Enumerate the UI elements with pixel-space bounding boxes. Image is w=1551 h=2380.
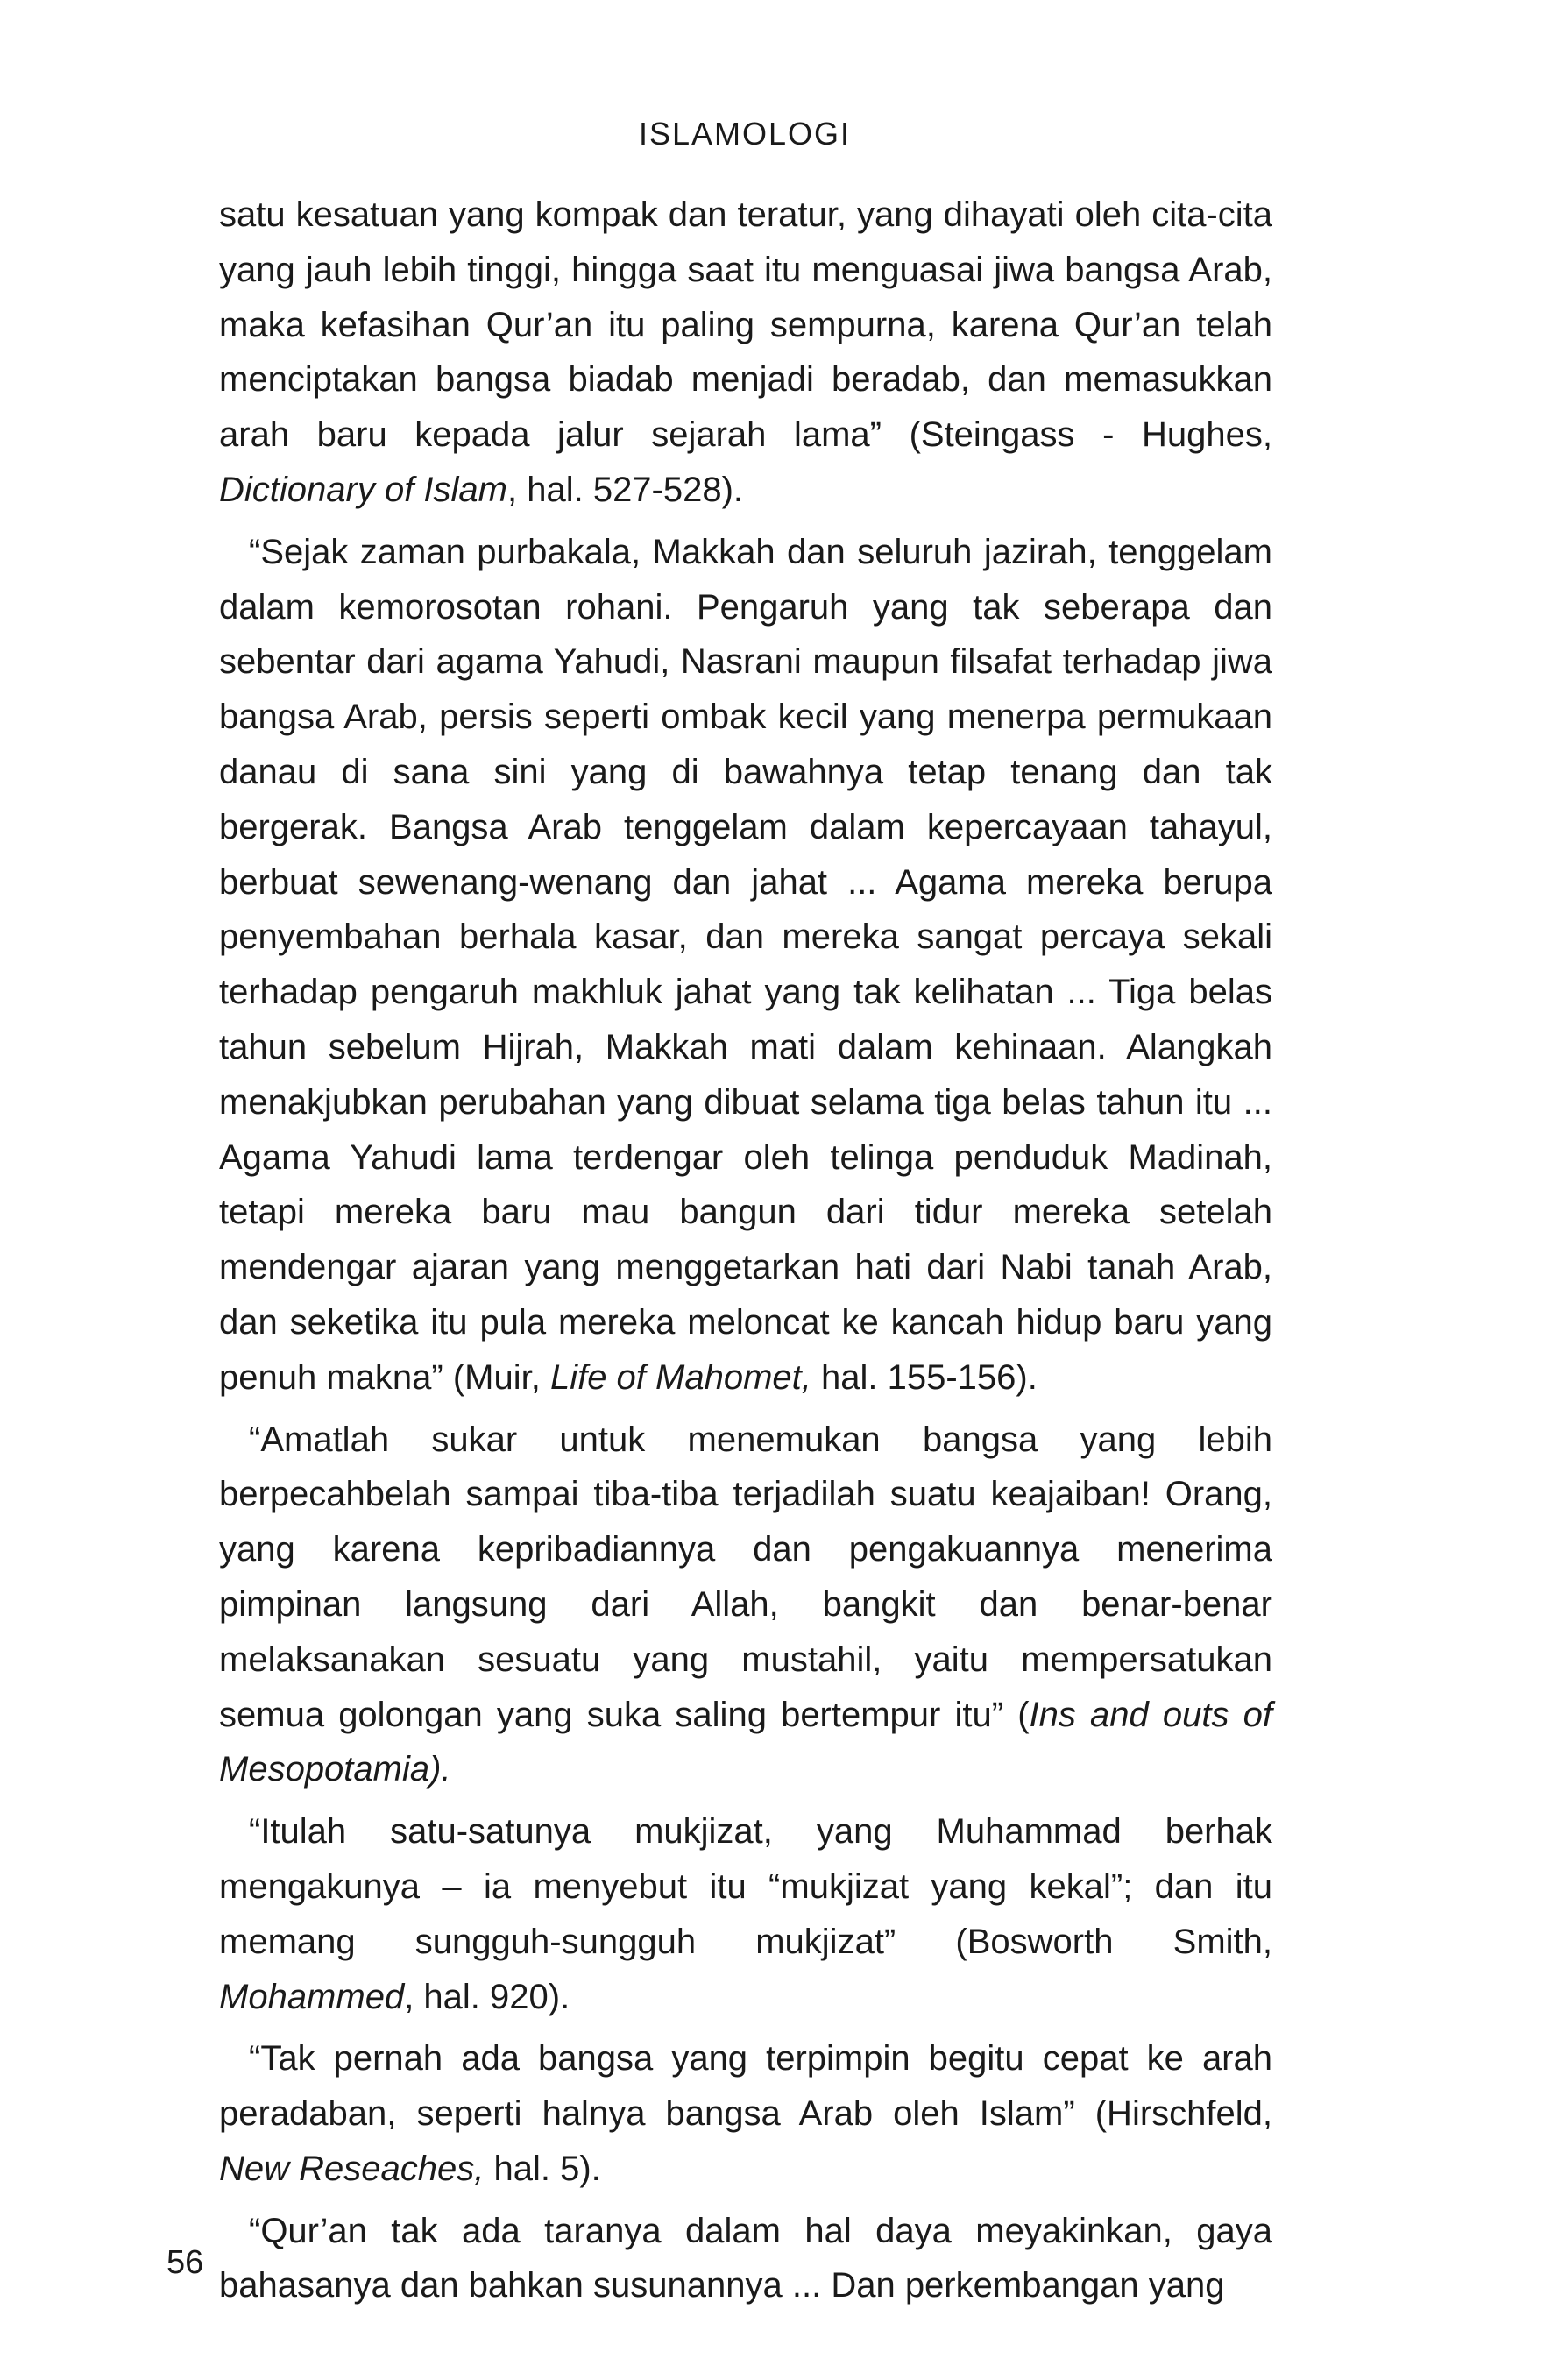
paragraph-5 <box>219 2031 1272 2196</box>
paragraph-4 <box>219 1804 1272 2024</box>
citation-title: Ins and outs of Mesopotamia). <box>219 1695 1272 1789</box>
text-segment: , hal. 527-528). <box>506 470 744 509</box>
text-segment: “Sejak zaman purbakala, Makkah dan seluruh jazirah, tenggelam dalam kemorosotan rohani. Pengaruh yang tak seberapa dan sebentar dari agama Yahudi, Nasrani maupun filsafat terhadap jiwa bangsa Arab, persis seperti ombak kecil yang menerpa permukaan danau di sana sini yang di bawahnya tetap tenang dan tak bergerak. Bangsa Arab tenggelam dalam kepercayaan tahayul, berbuat sewenang-wenang dan jahat ... Agama mereka berupa penyembahan berhala kasar, dan mereka sangat percaya sekali terhadap pengaruh makhluk jahat yang tak kelihatan ... Tiga belas tahun sebelum Hijrah, Makkah mati dalam kehinaan. Alangkah menakjubkan perubahan yang dibuat selama tiga belas tahun itu ... Agama Yahudi lama terdengar oleh telinga penduduk Madinah, tetapi mereka baru mau bangun dari tidur mereka setelah mendengar ajaran yang menggetarkan hati dari Nabi tanah Arab, dan seketika itu pula mereka meloncat ke kancah hidup baru yang penuh makna” (Muir, <box>219 532 1272 1397</box>
paragraph-3 <box>219 1413 1272 1798</box>
text-segment: hal. 5). <box>484 2149 601 2188</box>
running-head: ISLAMOLOGI <box>638 116 852 152</box>
text-segment: “Tak pernah ada bangsa yang terpimpin begitu cepat ke arah peradaban, seperti halnya bangsa Arab oleh Islam” (Hirschfeld, <box>219 2039 1272 2134</box>
paragraph-1 <box>219 188 1272 518</box>
text-segment: “Qur’an tak ada taranya dalam hal daya meyakinkan, gaya bahasanya dan bahkan susunannya ... Dan perkembangan yang <box>219 2211 1272 2306</box>
body-text <box>219 188 1272 2313</box>
citation-title: Mohammed <box>219 1977 405 2016</box>
text-segment: satu kesatuan yang kompak dan teratur, yang dihayati oleh cita-cita yang jauh lebih tinggi, hingga saat itu menguasai jiwa bangsa Arab, maka kefasihan Qur’an itu paling sempurna, karena Qur’an telah menciptakan bangsa biadab menjadi beradab, dan memasukkan arah baru kepada jalur sejarah lama” (Steingass - Hughes, <box>219 195 1272 455</box>
paragraph-6 <box>219 2204 1272 2314</box>
citation-title: New Reseaches, <box>219 2149 485 2188</box>
citation-title: Life of Mahomet, <box>549 1357 811 1397</box>
page-number: 56 <box>166 2244 204 2281</box>
text-segment: , hal. 920). <box>404 1977 570 2016</box>
text-segment: hal. 155-156). <box>811 1357 1038 1397</box>
paragraph-2 <box>219 525 1272 1406</box>
citation-title: Dictionary of Islam <box>219 470 507 509</box>
text-segment: “Itulah satu-satunya mukjizat, yang Muhammad berhak mengakunya – ia menyebut itu “mukjizat yang kekal”; dan itu memang sungguh-sungguh mukjizat” (Bosworth Smith, <box>219 1812 1272 1961</box>
text-segment: “Amatlah sukar untuk menemukan bangsa yang lebih berpecahbelah sampai tiba-tiba terjadilah suatu keajaiban! Orang, yang karena kepribadiannya dan pengakuannya menerima pimpinan langsung dari Allah, bangkit dan benar-benar melaksanakan sesuatu yang mustahil, yaitu mempersatukan semua golongan yang suka saling bertempur itu” ( <box>219 1420 1272 1734</box>
